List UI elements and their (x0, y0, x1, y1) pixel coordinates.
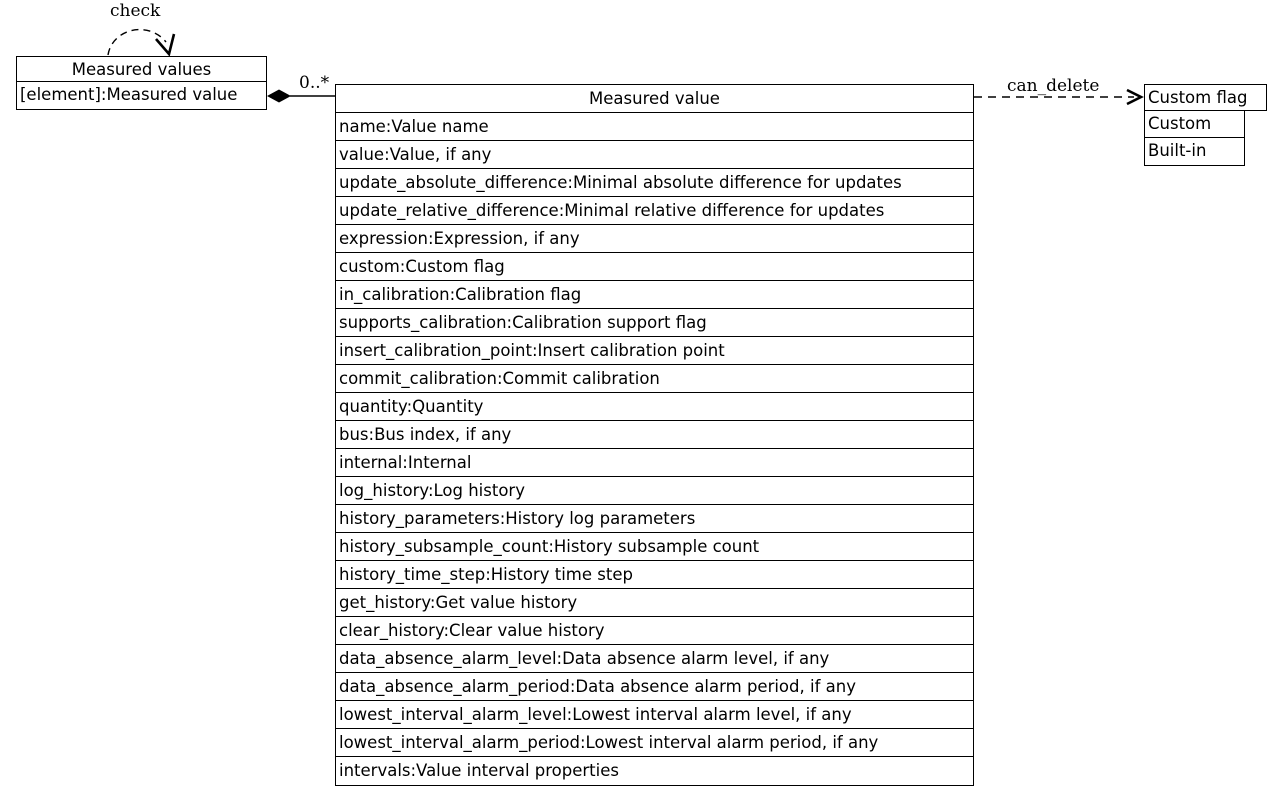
attribute-row: value:Value, if any (336, 141, 973, 169)
check-arrowhead-icon (156, 34, 174, 54)
enum-value-row: Custom (1145, 111, 1244, 138)
attribute-row: in_calibration:Calibration flag (336, 281, 973, 309)
attribute-row: name:Value name (336, 113, 973, 141)
node-custom-flag-values (1144, 110, 1245, 166)
attribute-row: history_parameters:History log parameters (336, 505, 973, 533)
attribute-row: expression:Expression, if any (336, 225, 973, 253)
composition-diamond-icon (267, 90, 291, 103)
edge-label-check: check (110, 1, 161, 21)
node-custom-flag-title: Custom flag (1144, 84, 1267, 111)
attribute-row: custom:Custom flag (336, 253, 973, 281)
attribute-row: commit_calibration:Commit calibration (336, 365, 973, 393)
node-measured-value-title: Measured value (336, 85, 973, 113)
enum-value-row: Built-in (1148, 141, 1207, 160)
attribute-row: history_subsample_count:History subsample count (336, 533, 973, 561)
attribute-row: supports_calibration:Calibration support flag (336, 309, 973, 337)
attribute-row: log_history:Log history (336, 477, 973, 505)
attribute-row: lowest_interval_alarm_period:Lowest interval alarm period, if any (336, 729, 973, 757)
attribute-row: intervals:Value interval properties (339, 761, 619, 780)
attribute-row: lowest_interval_alarm_level:Lowest interval alarm level, if any (336, 701, 973, 729)
attribute-row: get_history:Get value history (336, 589, 973, 617)
attribute-row: update_relative_difference:Minimal relative difference for updates (336, 197, 973, 225)
attribute-row: [element]:Measured value (20, 85, 238, 104)
attribute-row: internal:Internal (336, 449, 973, 477)
attribute-row: quantity:Quantity (336, 393, 973, 421)
attribute-row: bus:Bus index, if any (336, 421, 973, 449)
node-measured-value-rows (336, 113, 973, 785)
attribute-row: history_time_step:History time step (336, 561, 973, 589)
check-edge (108, 30, 166, 55)
attribute-row: data_absence_alarm_level:Data absence alarm level, if any (336, 645, 973, 673)
attribute-row: update_absolute_difference:Minimal absolute difference for updates (336, 169, 973, 197)
attribute-row: clear_history:Clear value history (336, 617, 973, 645)
attribute-row: insert_calibration_point:Insert calibration point (336, 337, 973, 365)
node-measured-values-rows (17, 82, 266, 109)
node-measured-values-title: Measured values (17, 57, 266, 82)
attribute-row: data_absence_alarm_period:Data absence alarm period, if any (336, 673, 973, 701)
node-measured-values (16, 56, 267, 110)
node-measured-value (335, 84, 974, 786)
edge-label-can-delete: can_delete (1007, 76, 1100, 96)
edge-label-multiplicity: 0..* (299, 73, 330, 93)
can-delete-arrowhead-icon (1127, 90, 1141, 104)
